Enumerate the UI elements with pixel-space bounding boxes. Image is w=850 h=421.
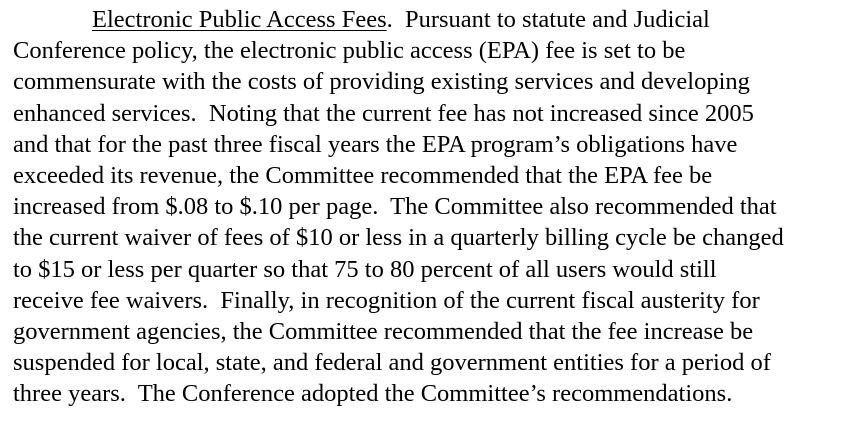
paragraph-line-10: receive fee waivers. Finally, in recognition of the current fiscal austerity for [13, 286, 760, 314]
document-paragraph [13, 4, 843, 410]
paragraph-line-3: commensurate with the costs of providing existing services and developing [13, 68, 750, 96]
paragraph-line-5: and that for the past three fiscal years the EPA program’s obligations have [13, 130, 738, 158]
paragraph-line-4: enhanced services. Noting that the current fee has not increased since 2005 [13, 99, 754, 127]
paragraph-line-8: the current waiver of fees of $10 or less in a quarterly billing cycle be changed [13, 224, 784, 252]
paragraph-line-7: increased from $.08 to $.10 per page. The Committee also recommended that [13, 193, 777, 221]
section-heading: Electronic Public Access Fees [92, 6, 387, 33]
paragraph-line-2: Conference policy, the electronic public access (EPA) fee is set to be [13, 37, 686, 65]
paragraph-line-11: government agencies, the Committee recommended that the fee increase be [13, 318, 754, 346]
paragraph-line-6: exceeded its revenue, the Committee recommended that the EPA fee be [13, 162, 713, 190]
paragraph-line-9: to $15 or less per quarter so that 75 to 80 percent of all users would still [13, 255, 717, 283]
paragraph-line-13: three years. The Conference adopted the Committee’s recommendations. [13, 380, 733, 408]
heading-period: . [386, 6, 393, 33]
paragraph-line-1 [13, 4, 843, 35]
paragraph-line-12: suspended for local, state, and federal and government entities for a period of [13, 349, 771, 377]
paragraph-line-1-text: Pursuant to statute and Judicial [392, 6, 710, 33]
